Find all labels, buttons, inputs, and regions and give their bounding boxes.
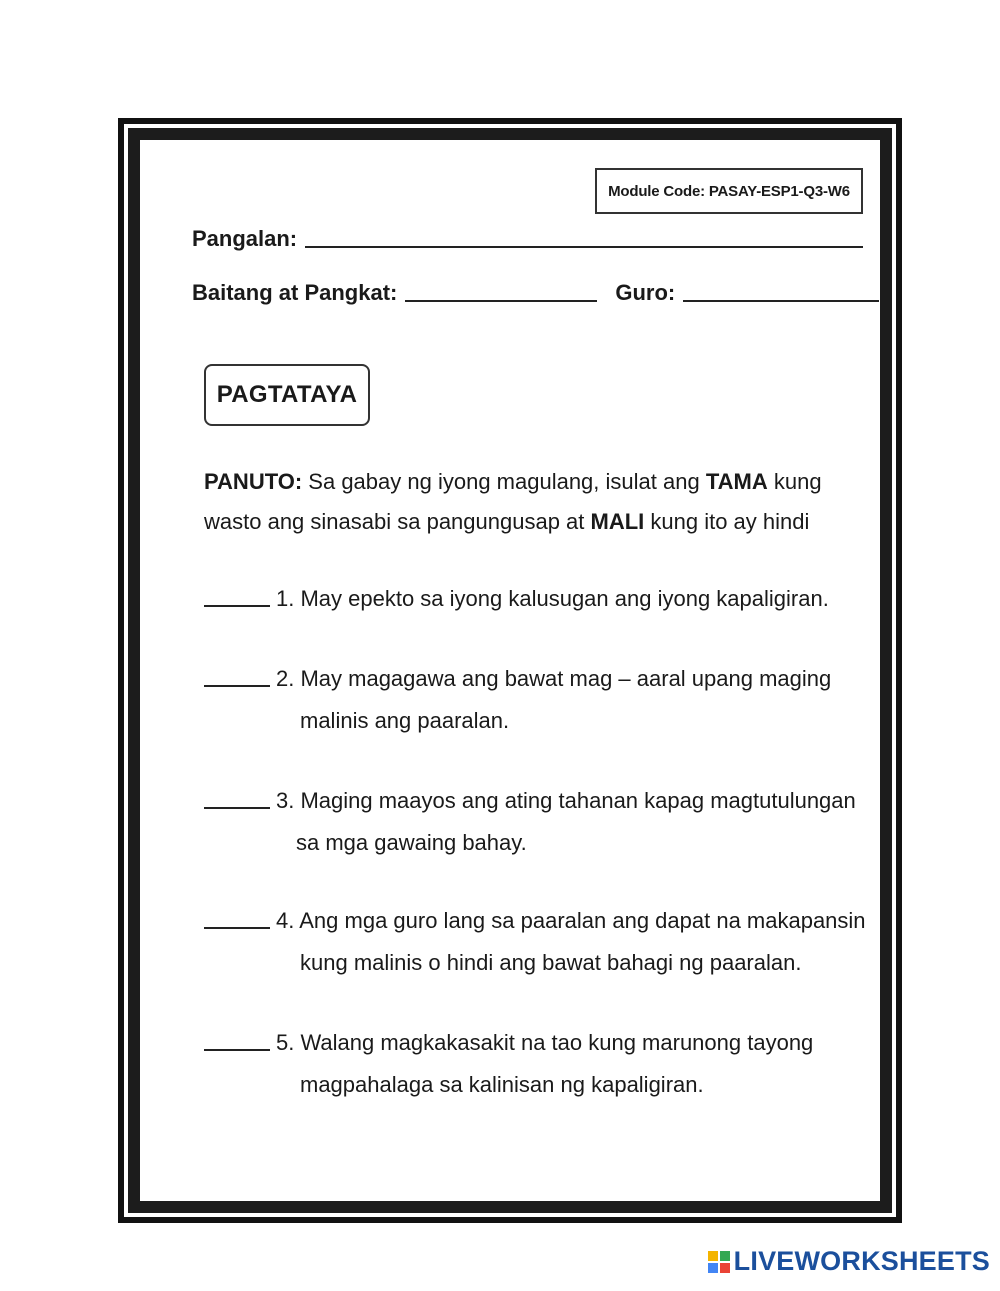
module-code-box: Module Code: PASAY-ESP1-Q3-W6 — [595, 168, 863, 214]
name-blank[interactable] — [305, 246, 863, 248]
name-label: Pangalan: — [192, 226, 298, 251]
question-item: 5. Walang magkakasakit na tao kung marunong tayong magpahalaga sa kalinisan ng kapaligiran. — [204, 1022, 884, 1106]
answer-blank[interactable] — [204, 1049, 270, 1051]
grade-blank[interactable] — [405, 300, 597, 302]
section-title: PAGTATAYA — [204, 364, 370, 426]
question-item: 3. Maging maayos ang ating tahanan kapag magtutulungan sa mga gawaing bahay. — [204, 780, 884, 864]
grade-label: Baitang at Pangkat: — [192, 280, 398, 305]
grade-teacher-row — [192, 280, 879, 306]
question-item: 4. Ang mga guro lang sa paaralan ang dapat na makapansin kung malinis o hindi ang bawat bahagi ng paaralan. — [204, 900, 884, 984]
worksheet-border — [118, 118, 902, 1223]
mali-keyword: MALI — [590, 509, 645, 534]
answer-blank[interactable] — [204, 807, 270, 809]
liveworksheets-icon — [708, 1251, 730, 1273]
worksheet-page — [140, 140, 880, 1201]
instructions: PANUTO: Sa gabay ng iyong magulang, isulat ang TAMA kung wasto ang sinasabi sa pangungusap at MALI kung ito ay hindi — [204, 469, 822, 534]
answer-blank[interactable] — [204, 605, 270, 607]
question-item: 1. May epekto sa iyong kalusugan ang iyong kapaligiran. — [204, 578, 884, 620]
answer-blank[interactable] — [204, 685, 270, 687]
liveworksheets-logo[interactable] — [708, 1246, 990, 1277]
name-field-row — [192, 226, 863, 252]
instruction-label: PANUTO: — [204, 469, 303, 494]
answer-blank[interactable] — [204, 927, 270, 929]
question-item: 2. May magagawa ang bawat mag – aaral upang maging malinis ang paaralan. — [204, 658, 884, 742]
teacher-blank[interactable] — [683, 300, 879, 302]
tama-keyword: TAMA — [705, 469, 768, 494]
teacher-label: Guro: — [615, 280, 676, 305]
brand-name: LIVEWORKSHEETS — [733, 1246, 990, 1276]
